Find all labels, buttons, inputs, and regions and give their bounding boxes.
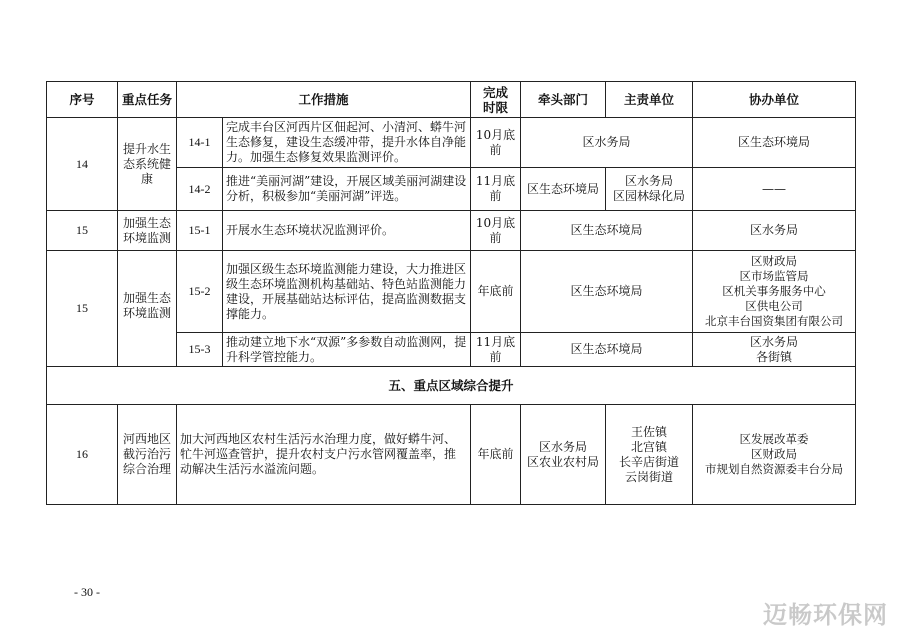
task-cell: 河西地区截污治污综合治理 <box>118 405 177 505</box>
assist-line: 区发展改革委 <box>739 432 809 446</box>
resp-cell <box>606 405 693 505</box>
assist-cell <box>693 405 856 505</box>
assist-line: 市规划自然资源委丰台分局 <box>705 462 844 476</box>
assist-cell <box>693 333 856 367</box>
table-row <box>47 118 856 168</box>
task-cell: 加强生态环境监测 <box>118 211 177 251</box>
deadline-cell: 10月底前 <box>471 211 521 251</box>
header-assist: 协办单位 <box>693 82 856 118</box>
sub-number-cell: 14-1 <box>177 118 223 168</box>
assist-cell: 区水务局 <box>693 211 856 251</box>
resp-line: 王佐镇 <box>631 424 668 439</box>
assist-line: 区财政局 <box>751 254 798 268</box>
assist-line: 区水务局 <box>750 334 799 349</box>
measure-cell: 完成丰台区河西片区佃起河、小清河、蟒牛河生态修复，建设生态缓冲带，提升水体自净能力。加强生态修复效果监测评价。 <box>223 118 471 168</box>
section-title: 五、重点区域综合提升 <box>47 367 856 405</box>
header-deadline-line2: 时限 <box>483 99 509 115</box>
assist-cell: 区生态环境局 <box>693 118 856 168</box>
measure-cell: 推动建立地下水“双源”多参数自动监测网，提升科学管控能力。 <box>223 333 471 367</box>
table-row <box>47 405 856 505</box>
assist-cell: —— <box>693 168 856 211</box>
resp-cell <box>606 168 693 211</box>
header-seq: 序号 <box>47 82 118 118</box>
assist-line: 北京丰台国资集团有限公司 <box>705 314 844 328</box>
assist-line: 区财政局 <box>751 447 798 461</box>
site-watermark: 迈畅环保网 <box>763 601 888 629</box>
header-deadline <box>471 82 521 118</box>
table-header-row <box>47 82 856 118</box>
lead-cell: 区水务局 <box>521 118 693 168</box>
header-lead: 牵头部门 <box>521 82 606 118</box>
lead-cell: 区生态环境局 <box>521 168 606 211</box>
measure-cell: 开展水生态环境状况监测评价。 <box>223 211 471 251</box>
seq-cell: 15 <box>47 251 118 367</box>
resp-line: 云岗街道 <box>625 469 674 484</box>
deadline-cell: 年底前 <box>471 251 521 333</box>
header-task: 重点任务 <box>118 82 177 118</box>
lead-cell: 区生态环境局 <box>521 333 693 367</box>
seq-cell: 14 <box>47 118 118 211</box>
assist-cell <box>693 251 856 333</box>
table-row <box>47 251 856 333</box>
measure-cell: 加大河西地区农村生活污水治理力度，做好蟒牛河、牤牛河巡查管护，提升农村支户污水管网覆盖率，推动解决生活污水溢流问题。 <box>177 405 471 505</box>
seq-cell: 16 <box>47 405 118 505</box>
sub-number-cell: 14-2 <box>177 168 223 211</box>
page-number: - 30 - <box>74 585 100 599</box>
sub-number-cell: 15-3 <box>177 333 223 367</box>
assist-line: 各街镇 <box>756 349 793 364</box>
header-deadline-line1: 完成 <box>483 84 509 100</box>
lead-cell: 区生态环境局 <box>521 251 693 333</box>
measure-cell: 推进“美丽河湖”建设，开展区域美丽河湖建设分析，积极参加“美丽河湖”评选。 <box>223 168 471 211</box>
header-resp: 主责单位 <box>606 82 693 118</box>
assist-line: 区机关事务服务中心 <box>722 284 826 298</box>
deadline-cell: 11月底前 <box>471 168 521 211</box>
measure-cell: 加强区级生态环境监测能力建设，大力推进区级生态环境监测机构基础站、特色站监测能力建设，开展基础站达标评估，提高监测数据支撑能力。 <box>223 251 471 333</box>
task-table <box>46 81 856 505</box>
task-cell: 提升水生态系统健康 <box>118 118 177 211</box>
section-row <box>47 367 856 405</box>
resp-line: 长辛店街道 <box>619 454 680 469</box>
seq-cell: 15 <box>47 211 118 251</box>
lead-line: 区水务局 <box>539 439 588 454</box>
table-row <box>47 211 856 251</box>
lead-cell <box>521 405 606 505</box>
resp-line: 区园林绿化局 <box>613 189 686 203</box>
assist-line: 区供电公司 <box>745 299 803 313</box>
sub-number-cell: 15-2 <box>177 251 223 333</box>
resp-line: 北宫镇 <box>631 439 668 454</box>
task-cell: 加强生态环境监测 <box>118 251 177 367</box>
header-measures: 工作措施 <box>177 82 471 118</box>
deadline-cell: 10月底前 <box>471 118 521 168</box>
sub-number-cell: 15-1 <box>177 211 223 251</box>
deadline-cell: 11月底前 <box>471 333 521 367</box>
lead-cell: 区生态环境局 <box>521 211 693 251</box>
assist-line: 区市场监管局 <box>739 269 809 283</box>
lead-line: 区农业农村局 <box>527 454 600 469</box>
resp-line: 区水务局 <box>625 174 674 188</box>
deadline-cell: 年底前 <box>471 405 521 505</box>
